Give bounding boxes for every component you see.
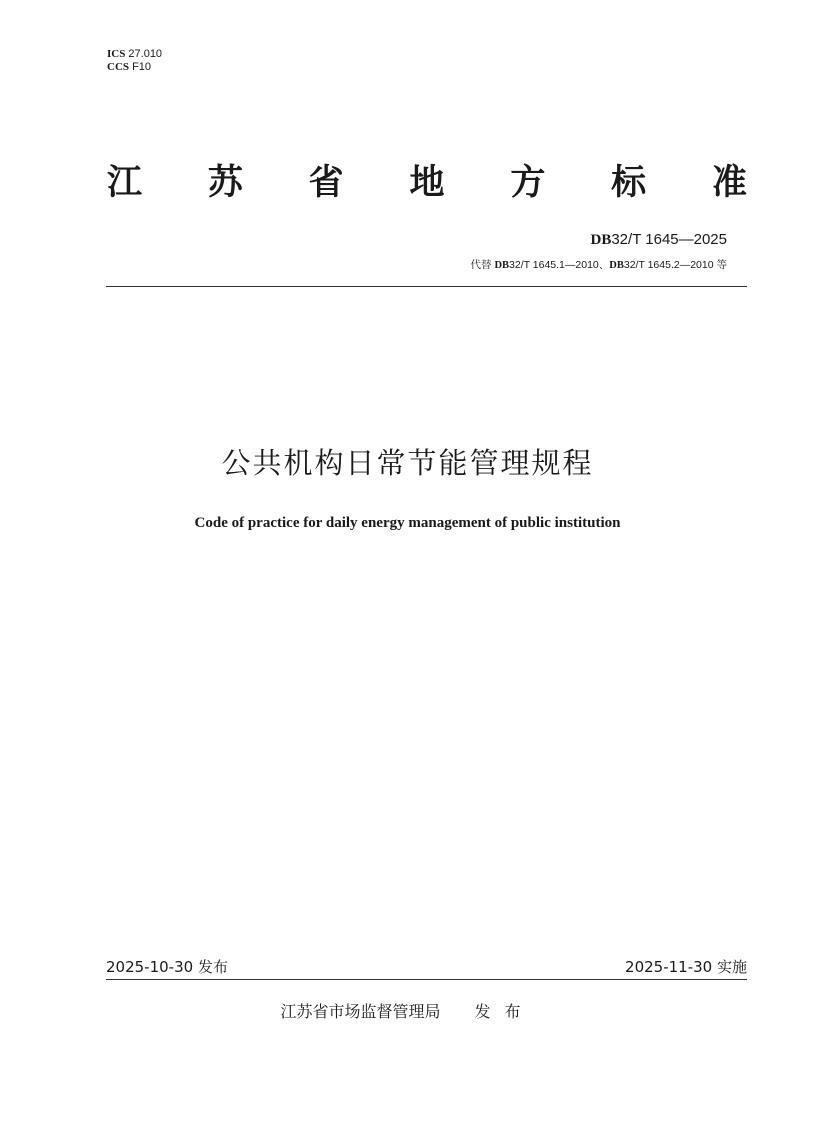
ics-label: ICS — [107, 48, 126, 60]
title-char: 苏 — [207, 163, 243, 203]
ics-code-line — [107, 48, 162, 61]
replaced-standard-1-prefix: DB — [494, 260, 510, 271]
publisher-line — [0, 1001, 815, 1023]
standard-number — [591, 230, 728, 250]
ics-code: 27.010 — [128, 48, 163, 60]
ccs-code: F10 — [132, 61, 152, 73]
title-char: 准 — [711, 163, 747, 203]
standard-number-rest: 32/T 1645—2025 — [611, 231, 727, 248]
replaces-standards — [471, 258, 727, 273]
title-char: 标 — [611, 163, 647, 203]
header-divider — [106, 286, 747, 287]
title-char: 方 — [510, 163, 546, 203]
title-char: 省 — [308, 163, 344, 203]
issue-date: 2025-10-30 发布 — [106, 958, 228, 976]
standard-type-title — [107, 158, 747, 208]
publisher-name: 江苏省市场监督管理局 — [280, 1002, 441, 1021]
ccs-code-line — [107, 61, 162, 74]
footer-divider — [106, 979, 747, 980]
replaced-standard-1-rest: 32/T 1645.1—2010、 — [509, 259, 610, 271]
replaced-standard-2-rest: 32/T 1645.2—2010 等 — [623, 259, 727, 271]
ccs-label: CCS — [107, 61, 130, 73]
implementation-date: 2025-11-30 实施 — [625, 958, 747, 976]
title-char: 地 — [409, 163, 445, 203]
standard-number-prefix: DB — [590, 232, 612, 248]
replaces-intro: 代替 — [470, 259, 492, 271]
document-title-cn: 公共机构日常节能管理规程 — [221, 446, 594, 480]
classification-codes — [107, 48, 162, 74]
title-char: 江 — [107, 163, 143, 203]
publish-action: 发布 — [474, 1002, 535, 1021]
replaced-standard-2-prefix: DB — [609, 260, 624, 271]
document-title-en: Code of practice for daily energy management of public institution — [194, 515, 621, 531]
